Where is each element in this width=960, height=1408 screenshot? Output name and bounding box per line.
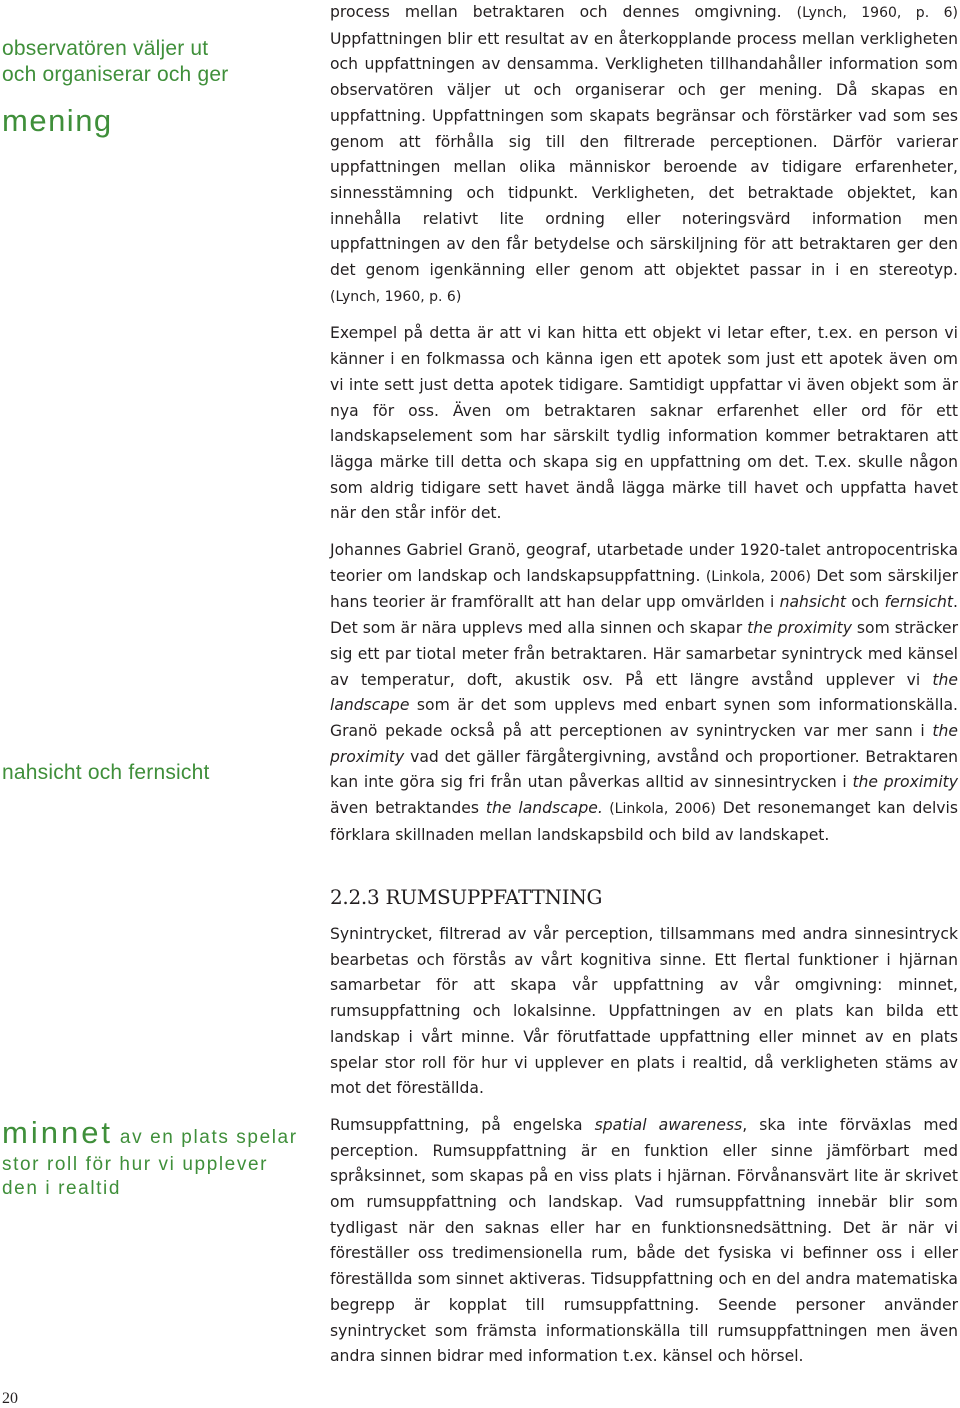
citation: (Lynch, 1960, p. 6) [330,288,462,305]
paragraph: Exempel på detta är att vi kan hitta ett objekt vi letar efter, t.ex. en person vi känner i en folkmassa och känna igen ett apotek som just ett apotek även om vi inte sett just detta apotek tidigare. Samtidigt uppfattar vi även objekt som är nya för oss. Även om betraktaren saknar erfarenhet eller ord för ett landskapselement som har särskilt tydlig information kommer betraktaren att lägga märke till detta och skapa sig en uppfattning om det. T.ex. skulle någon som aldrig tidigare sett havet ändå lägga märke till havet och uppfatta havet när den står inför det. [330,324,958,523]
paragraph [330,0,958,310]
text-run: . Det som är nära upplevs med alla sinnen och skapar [330,593,958,638]
text-run: och [845,593,885,612]
citation: (Lynch, 1960, p. 6) [796,5,958,21]
emphasis: spatial awareness [594,1115,743,1134]
citation: (Linkola, 2006) [602,801,716,818]
pull-quote-text [2,1114,302,1200]
pull-quote-perception [2,36,302,139]
emphasis: the proximity [852,773,958,792]
pull-quote-nahsicht [2,760,302,786]
emphasis: the proximity [330,721,958,766]
pull-quote-line: observatören väljer ut [2,37,209,60]
main-column-top [330,0,958,860]
pull-quote-memory [2,1114,302,1200]
pull-quote-emphasis: mening [2,103,113,139]
text-run: vad det gäller färgåtergivning, avstånd och proportioner. Betraktaren kan inte göra sig fri från utan påverkas alltid av sinnesintrycken i [330,747,958,792]
text-run: Det som särskiljer hans teorier är framförallt att han delar upp omvärlden i [330,566,958,612]
pull-quote-line: och organiserar och ger [2,62,229,86]
text-run: som sträcker sig ett par tiotal meter från betraktaren. Här samarbetar synintryck med känsel av temperatur, doft, akustik osv. På ett längre avstånd upplever vi [330,619,958,689]
text-run: Rumsuppfattning, på engelska [330,1115,595,1134]
emphasis: the landscape. [485,799,603,818]
pull-quote-emphasis: minnet [2,1115,114,1150]
citation: (Linkola, 2006) [705,568,811,585]
emphasis: the landscape [330,670,958,715]
pull-quote-rest: av en plats spelar stor roll för hur vi upplever den i realtid [2,1127,298,1199]
emphasis: nahsicht [779,593,846,612]
text-run: Johannes Gabriel Granö, geograf, utarbetade under 1920-talet antropocentriska teorier om landskap och landskapsuppfattning. [330,541,958,585]
main-column-bottom [330,922,958,1381]
text-run: Uppfattningen blir ett resultat av en återkopplande process mellan verkligheten och uppfattningen av densamma. Verkligheten tillhandahåller information som observatören väljer ut och organiserar och ger mening. Då skapas en uppfattning. Uppfattningen som skapats begränsar och förstärker vad som ses genom att förhålla sig till den filtrerade perceptionen. Därför varierar uppfattningen mellan olika människor beroende av tidigare erfarenheter, sinnesstämning och tidpunkt. Verkligheten, det betraktade objektet, kan innehålla relativt lite ordning eller noteringsvärd information men uppfattningen av den får betydelse och särskiljning för att betraktaren ger den det genom igenkänning eller genom att objektet passar in i en stereotyp. [330,29,958,280]
emphasis: fernsicht [884,593,954,612]
paragraph [330,538,958,848]
page-number: 20 [2,1390,18,1407]
paragraph: Synintrycket, filtrerad av vår perception, tillsammans med andra sinnesintryck bearbetas och förstås av vårt kognitiva sinne. Ett flertal funktioner i hjärnan samarbetar för att skapa vår uppfattning av vår omgivning: minnet, rumsuppfattning och lokalsinne. Uppfattningen av en plats kan bilda ett landskap i vårt minne. Vår förutfattade uppfattning eller minnet av en plats spelar stor roll för hur vi upplever en plats i realtid, då verkligheten stäms av mot det föreställda. [330,925,958,1098]
paragraph [330,1113,958,1370]
emphasis: the proximity [747,619,852,638]
section-heading: 2.2.3 RUMSUPPFATTNING [330,885,603,909]
text-run: Det resonemanget kan delvis förklara skillnaden mellan landskapsbild och bild av landskapet. [330,799,958,844]
text-run: , ska inte förväxlas med perception. Rumsuppfattning är en funktion eller sinne jämförbart med språksinnet, som skapas på en viss plats i hjärnan. Förvånansvärt lite är skrivet om rumsuppfattning och landskap. Vad rumsuppfattning innebär blir som tydligast när den saknas eller har en funktionsnedsättning. Det är när vi föreställer oss tredimensionella rum, både det fysiska vi befinner oss i eller föreställda som sinnet aktiveras. Tidsuppfattning och en del andra matematiska begrepp är kopplat till rumsuppfattning. Seende personer använder synintrycket som främsta informationskälla till rumsuppfattningen men även andra sinnen bidrar med information t.ex. känsel och hörsel. [330,1115,959,1366]
pull-quote-line: nahsicht och fernsicht [2,761,210,784]
text-run: även betraktandes [330,799,486,818]
text-run: process mellan betraktaren och dennes omgivning. [330,3,797,21]
text-run: som är det som upplevs med enbart synen som informationskälla. Granö pekade också på att perceptionen av synintrycken var mer sann i [330,696,958,740]
